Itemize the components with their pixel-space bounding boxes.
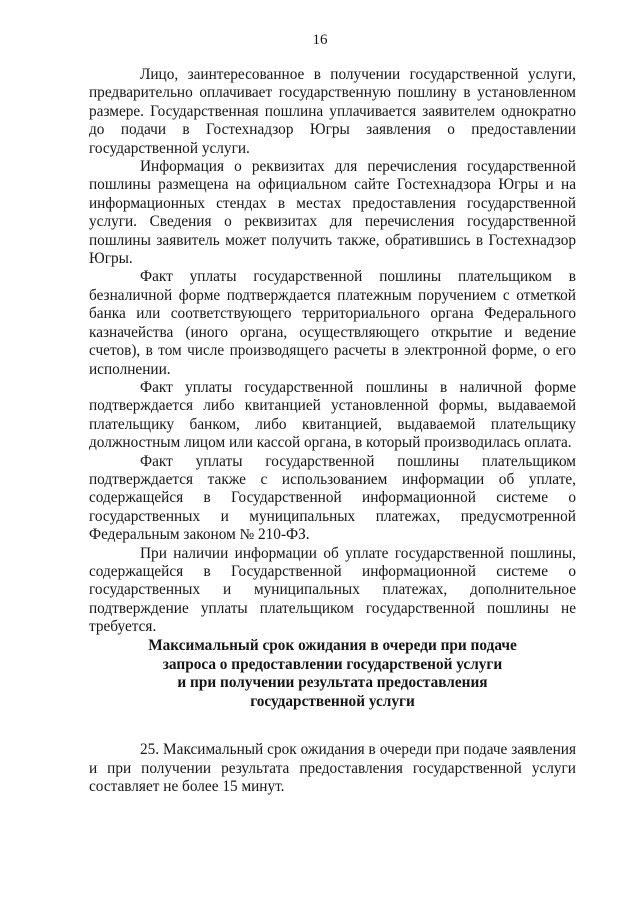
paragraph-point-25: 25. Максимальный срок ожидания в очереди при подаче заявления и при получении результата предоставления государственной услуги составляет не более 15 минут. — [89, 741, 576, 796]
paragraph-gis-gmp-confirmation: Факт уплаты государственной пошлины плательщиком подтверждается также с использованием информации об уплате, содержащейся в Государственной информационной системе о государственных и муниципальных платежах, предусмотренной Федеральным законом № 210-ФЗ. — [89, 452, 576, 544]
paragraph-noncash-payment: Факт уплаты государственной пошлины плательщиком в безналичной форме подтверждается платежным поручением с отметкой банка или соответствующего территориального органа Федерального казначейства (иного органа, осуществляющего открытие и ведение счетов), в том числе производящего расчеты в электронной форме, о его исполнении. — [89, 268, 576, 378]
heading-line: и при получении результата предоставления — [177, 674, 488, 692]
paragraph-requisites-info: Информация о реквизитах для перечисления государственной пошлины размещена на официальном сайте Гостехнадзора Югры и на информационных стендах в местах предоставления государственной услуги. Сведения о реквизитах для перечисления государственной пошлины заявитель может получить также, обратившись в Гостехнадзор Югры. — [89, 158, 576, 268]
paragraph-prepayment: Лицо, заинтересованное в получении государственной услуги, предварительно оплачивает государственную пошлину в установленном размере. Государственная пошлина уплачивается заявителем однократно до подачи в Гостехнадзор Югры заявления о предоставлении государственной услуги. — [89, 66, 576, 157]
section-heading — [89, 637, 576, 711]
heading-line: запроса о предоставлении государственой услуги — [162, 655, 503, 673]
page-number: 16 — [312, 32, 328, 48]
paragraph-cash-payment: Факт уплаты государственной пошлины в наличной форме подтверждается либо квитанцией установленной формы, выдаваемой плательщику банком, либо квитанцией, выдаваемой плательщику должностным лицом или кассой органа, в который производилась оплата. — [89, 378, 576, 452]
paragraph-no-additional-confirmation: При наличии информации об уплате государственной пошлины, содержащейся в Государственной информационной системе о государственных и муниципальных платежах, дополнительное подтверждение уплаты плательщиком государственной пошлины не требуется. — [89, 544, 576, 636]
heading-line: Максимальный срок ожидания в очереди при подаче — [148, 637, 517, 654]
document-body — [89, 66, 576, 637]
heading-line: государственной услуги — [250, 692, 415, 710]
